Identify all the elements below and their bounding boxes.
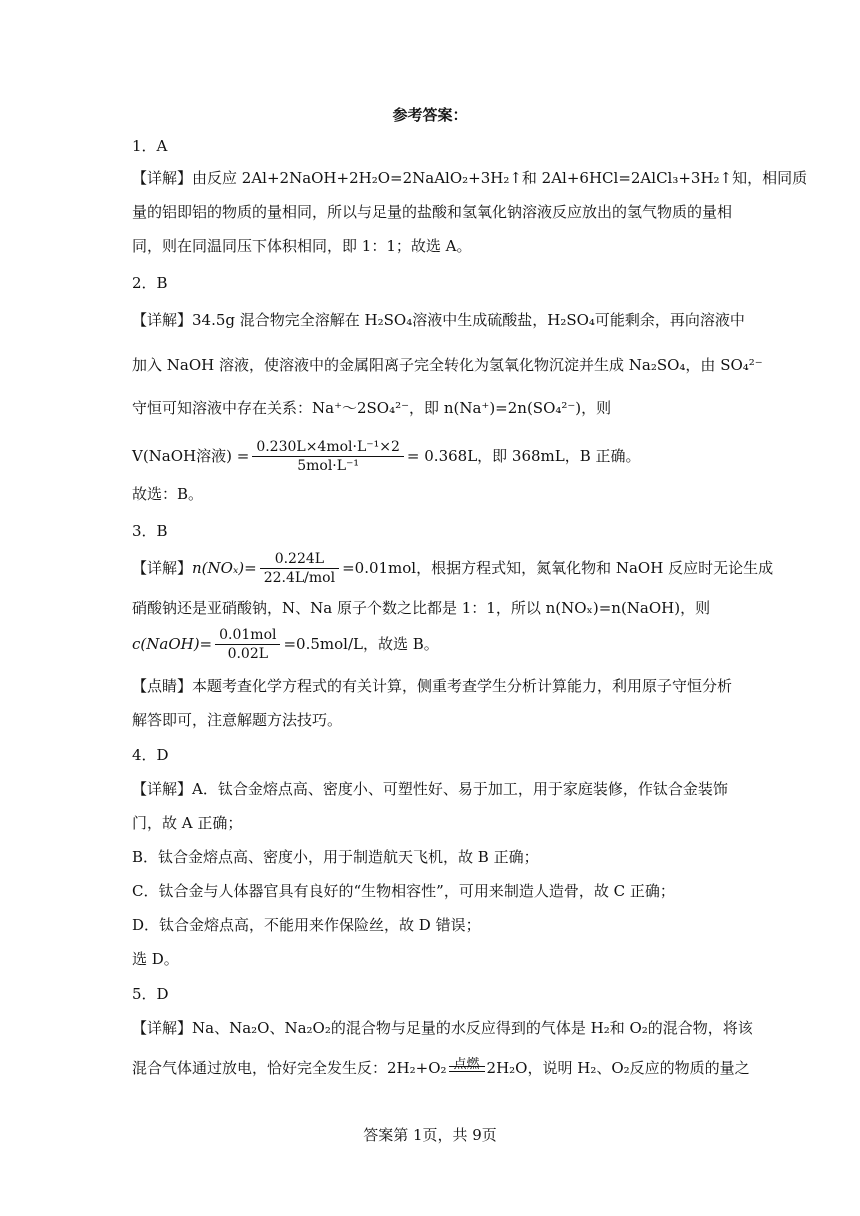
q5-number: 5．D bbox=[132, 985, 169, 1003]
detail-tag: 【详解】 bbox=[132, 780, 193, 798]
q3-tip-text: 本题考查化学方程式的有关计算，侧重考查学生分析计算能力，利用原子守恒分析 bbox=[192, 677, 733, 695]
q3-detail-line bbox=[132, 548, 774, 588]
detail-tag: 【详解】 bbox=[132, 311, 193, 329]
q5-detail-line bbox=[132, 1018, 753, 1038]
q3-formula-2-left: c(NaOH)= bbox=[132, 635, 213, 653]
q2-formula-left: V(NaOH溶液) = bbox=[132, 447, 250, 465]
detail-tag: 【详解】 bbox=[132, 559, 193, 577]
q2-text: 34.5g 混合物完全溶解在 H₂SO₄溶液中生成硫酸盐，H₂SO₄可能剩余，再向溶液中 bbox=[192, 311, 745, 329]
q4-option-a: A．钛合金熔点高、密度小、可塑性好、易于加工，用于家庭装修，作钛合金装饰 bbox=[192, 780, 728, 798]
q5-reaction-line bbox=[132, 1057, 750, 1088]
q4-answer: 选 D。 bbox=[132, 950, 179, 968]
q2-fraction bbox=[252, 438, 404, 475]
q4-detail-line bbox=[132, 779, 732, 799]
q2-number: 2．B bbox=[132, 274, 168, 292]
q4-option-a-line-2: 门，故 A 正确； bbox=[132, 814, 243, 832]
q3-formula-left: n(NOₓ)= bbox=[192, 559, 257, 577]
q2-line-2: 加入 NaOH 溶液，使溶液中的金属阳离子完全转化为氢氧化物沉淀并生成 Na₂SO₄，由 SO₄²⁻ bbox=[132, 356, 763, 374]
q3-formula-right: =0.01mol，根据方程式知，氮氧化物和 NaOH 反应时无论生成 bbox=[342, 559, 774, 577]
reaction-condition: 点燃 bbox=[453, 1057, 480, 1072]
tip-tag: 【点睛】 bbox=[132, 677, 193, 695]
q3-fraction-2-numerator: 0.01mol bbox=[215, 626, 280, 645]
q3-tip-line bbox=[132, 676, 732, 696]
q5-text: Na、Na₂O、Na₂O₂的混合物与足量的水反应得到的气体是 H₂和 O₂的混合物，将该 bbox=[192, 1019, 753, 1037]
q3-fraction-1 bbox=[260, 550, 339, 587]
page-title: 参考答案： bbox=[392, 106, 468, 124]
q3-formula-2-right: =0.5mol/L，故选 B。 bbox=[283, 635, 439, 653]
q1-line-2: 量的铝即铝的物质的量相同，所以与足量的盐酸和氢氧化钠溶液反应放出的氢气物质的量相 bbox=[132, 203, 733, 221]
q2-fraction-numerator: 0.230L×4mol·L⁻¹×2 bbox=[252, 438, 404, 457]
q5-reaction-left: 混合气体通过放电，恰好完全发生反：2H₂+O₂ bbox=[132, 1059, 447, 1077]
q2-formula-right: = 0.368L，即 368mL，B 正确。 bbox=[406, 447, 641, 465]
q3-tip-line-2: 解答即可，注意解题方法技巧。 bbox=[132, 711, 343, 729]
q4-option-c: C．钛合金与人体器官具有良好的“生物相容性”，可用来制造人造骨，故 C 正确； bbox=[132, 882, 675, 900]
q3-formula-line bbox=[132, 624, 732, 664]
q1-number: 1．A bbox=[132, 137, 168, 155]
q4-option-d: D．钛合金熔点高，不能用来作保险丝，故 D 错误； bbox=[132, 916, 481, 934]
q1-detail-line bbox=[132, 168, 808, 188]
q5-reaction-right: 2H₂O，说明 H₂、O₂反应的物质的量之 bbox=[486, 1059, 750, 1077]
q3-fraction-1-denominator: 22.4L/mol bbox=[263, 569, 336, 586]
q3-number: 3．B bbox=[132, 522, 168, 540]
detail-tag: 【详解】 bbox=[132, 1019, 193, 1037]
q3-fraction-1-numerator: 0.224L bbox=[260, 550, 339, 569]
q3-fraction-2 bbox=[215, 626, 280, 663]
q2-line-3: 守恒可知溶液中存在关系：Na⁺～2SO₄²⁻，即 n(Na⁺)=2n(SO₄²⁻)，则 bbox=[132, 399, 612, 417]
q1-text: 由反应 2Al+2NaOH+2H₂O=2NaAlO₂+3H₂↑和 2Al+6HCl=2AlCl₃+3H₂↑知，相同质 bbox=[192, 169, 808, 187]
q2-detail-line bbox=[132, 310, 745, 330]
q1-line-3: 同，则在同温同压下体积相同，即 1：1；故选 A。 bbox=[132, 237, 472, 255]
q3-line-2: 硝酸钠还是亚硝酸钠，N、Na 原子个数之比都是 1：1，所以 n(NOₓ)=n(NaOH)，则 bbox=[132, 599, 711, 617]
detail-tag: 【详解】 bbox=[132, 169, 193, 187]
q4-number: 4．D bbox=[132, 746, 169, 764]
q3-fraction-2-denominator: 0.02L bbox=[227, 645, 269, 662]
q2-conclusion: 故选：B。 bbox=[132, 485, 204, 503]
q2-formula-line bbox=[132, 436, 732, 476]
double-equal-sign bbox=[449, 1066, 485, 1072]
reaction-condition-sign bbox=[447, 1057, 487, 1078]
q2-fraction-denominator: 5mol·L⁻¹ bbox=[297, 457, 360, 474]
page-footer: 答案第 1页，共 9页 bbox=[363, 1126, 497, 1144]
q4-option-b: B．钛合金熔点高、密度小，用于制造航天飞机，故 B 正确； bbox=[132, 848, 539, 866]
